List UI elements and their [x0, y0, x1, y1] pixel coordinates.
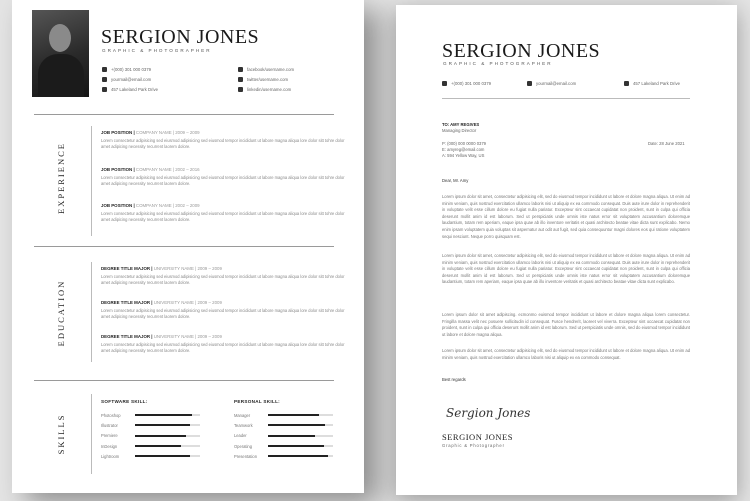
resume-twitter: [238, 77, 288, 82]
skill-bar: [268, 414, 333, 416]
section-experience-title: EXPERIENCE: [56, 142, 66, 214]
skill-row: [234, 441, 344, 451]
skill-name: Lightroom: [101, 453, 120, 459]
resume-twitter-text: twitter/username.com: [247, 77, 289, 82]
signer-role: Graphic & Photographer: [442, 443, 505, 448]
twitter-icon: [238, 77, 243, 82]
skill-bar: [268, 445, 333, 447]
skill-bar-fill: [135, 455, 190, 457]
job-position: JOB POSITION |: [101, 203, 135, 208]
job-position: JOB POSITION |: [101, 167, 135, 172]
skill-row: [234, 451, 344, 461]
closing: Best regards: [442, 377, 466, 382]
skill-bar-fill: [268, 455, 328, 457]
degree-title: DEGREE TITLE MAJOR |: [101, 334, 153, 339]
letter-paragraph: Lorem ipsum dolor sit amet, consectetur adipisicing elit, sed do eiusmod tempor incididunt ut labore et dolore magna aliqua. Ut enim ad minim veniam, quis nostrud exercitation ullamco laboris nisi ut aliquip ex ea commodo consequat. Duis aute irure dolor in reprehenderit in voluptate velit esse cillum dolore eu fugiat nulla pariatur. Excepteur sint occaecat cupidatat non proident, sunt in culpa qui officia deserunt mollit anim id est laborum. Sed ut perspiciatis unde omnis iste natus error sit voluptatem accusantium doloremque laudantium, totam rem aperiam, eaque ipsa quae ab illo inventore veritatis et quasi architecto beatae vitae dicta sunt explicabo.: [442, 253, 690, 285]
experience-entry-desc: Lorem consectetur adipisicing sed eiusmod adipisicing sed eiusmod tempor incididunt ut labore magna aliqua lore dolor sitt tohre dolor amet adipicing necessity recurrent laorem dolore.: [101, 175, 345, 187]
recipient-phone: P: (000) 000 0000 0379: [442, 141, 487, 146]
skill-bar-fill: [135, 445, 181, 447]
signature: Sergion Jones: [446, 406, 531, 420]
skill-name: InDesign: [101, 443, 118, 449]
skill-row: [234, 410, 344, 420]
resume-address-text: 457 Lakeland Park Drive: [111, 87, 159, 92]
skill-bar-fill: [268, 424, 325, 426]
divider-bottom: [34, 380, 334, 381]
facebook-icon: [238, 67, 243, 72]
skill-bar: [135, 455, 200, 457]
experience-entry: [101, 167, 346, 187]
education-rule: [91, 262, 92, 362]
education-entry-title: [101, 266, 346, 271]
skill-row: [101, 410, 211, 420]
cover-letter-page: [396, 5, 737, 495]
photo-head: [49, 24, 71, 52]
experience-rule: [91, 126, 92, 236]
skill-row: [101, 431, 211, 441]
resume-name: SERGION JONES: [101, 26, 260, 48]
experience-entry: [101, 130, 346, 150]
resume-facebook-text: facebook/username.com: [247, 67, 295, 72]
letter-address: [624, 81, 680, 86]
degree-title: DEGREE TITLE MAJOR |: [101, 266, 153, 271]
software-skills-heading: SOFTWARE SKILL:: [101, 399, 148, 404]
resume-role: GRAPHIC & PHOTOGRAPHER: [102, 48, 212, 53]
letter-paragraph: Lorem ipsum dolor sit amet adipiscing. ecmonmo euismod tempor incididunt ut labore et dolore magna aliqua lorem consectetur. Fringilla massa velit nec posuere sollicitudin id consequat. Fusce hendrerit, laoreet vel viverra. Excepteur sint occaecat cupidatat non proident, sunt in culpa qui officia deserunt mollit anim id est laborum. Sed ut perspiciatis unde omnis, sed do eiusmod tempor incididunt ut labore et dolore magna aliqua.: [442, 312, 690, 337]
university-dates: UNIVERSITY NAME | 2009 – 2009: [153, 300, 222, 305]
experience-entry-title: [101, 203, 346, 208]
skill-name: Illustrator: [101, 422, 118, 428]
recipient-address: A: 594 Yellow Way, US: [442, 153, 485, 158]
skill-bar: [135, 414, 200, 416]
education-entry: [101, 300, 346, 320]
resume-linkedin-text: linkedin/username.com: [247, 87, 292, 92]
letter-email: [527, 81, 576, 86]
letter-name: SERGION JONES: [442, 40, 601, 62]
education-entry: [101, 334, 346, 354]
letter-divider: [442, 98, 690, 99]
job-position: JOB POSITION |: [101, 130, 135, 135]
linkedin-icon: [238, 87, 243, 92]
location-icon: [102, 87, 107, 92]
skill-name: Leader: [234, 433, 247, 439]
skill-bar: [268, 424, 333, 426]
skill-bar: [135, 424, 200, 426]
skill-bar: [268, 455, 333, 457]
skill-bar-fill: [268, 414, 319, 416]
university-dates: UNIVERSITY NAME | 2009 – 2009: [153, 266, 222, 271]
experience-entry-desc: Lorem consectetur adipisicing sed eiusmod adipisicing sed eiusmod tempor incididunt ut labore magna aliqua lore dolor sitt tohre dolor amet adipicing necessity recurrent laorem dolore.: [101, 138, 345, 150]
recipient-role: Managing Director: [442, 128, 477, 133]
mail-icon: [527, 81, 532, 86]
recipient-name: TO: AMY REGIVES: [442, 122, 480, 127]
skill-row: [234, 420, 344, 430]
section-skills-title: SKILLS: [56, 413, 66, 455]
skill-bar: [268, 435, 333, 437]
resume-email-text: yourmail@email.com: [111, 77, 152, 82]
skill-row: [101, 420, 211, 430]
profile-photo: [32, 10, 89, 97]
resume-address: [102, 87, 158, 92]
divider-top: [34, 114, 334, 115]
company-dates: COMPANY NAME | 2002 – 2009: [135, 203, 200, 208]
phone-icon: [102, 67, 107, 72]
experience-entry-title: [101, 130, 346, 135]
education-entry-title: [101, 300, 346, 305]
location-icon: [624, 81, 629, 86]
divider-middle: [34, 246, 334, 247]
skill-bar-fill: [135, 414, 192, 416]
software-skills: [101, 399, 211, 461]
skill-name: Photoshop: [101, 412, 121, 418]
education-entry-desc: Lorem consectetur adipisicing sed eiusmod adipisicing sed eiusmod tempor incididunt ut labore magna aliqua lore dolor sitt tohre dolor amet adipicing necessity recurrent laorem dolore.: [101, 274, 345, 286]
education-entry-title: [101, 334, 346, 339]
section-education-title: EDUCATION: [56, 279, 66, 347]
resume-phone-text: +(000) 301 000 0379: [111, 67, 152, 72]
letter-email-text: yourmail@email.com: [536, 81, 577, 86]
letter-paragraph: Lorem ipsum dolor sit amet, consectetur adipisicing elit, sed do eiusmod tempor incididunt ut labore et dolore magna aliqua. Ut enim ad minim veniam, quis nostrud exercitation ullamco laboris nisi ut aliquip ex ea commodo consequat. Duis aute irure dolor in reprehenderit in voluptate velit esse cillum dolore eu fugiat nulla pariatur. Excepteur sint occaecat cupidatat non proident, sunt in culpa qui officia deserunt mollit anim id est laborum. Sed ut perspiciatis unde omnis iste natus error sit voluptatem accusantium doloremque laudantium, totam rem aperiam, eaque ipsa quae ab illo inventore veritatis et quasi architecto beatae vitae dicta sunt explicabo. Nemo enim ipsam voluptatem quia voluptas sit aspernatur aut odit aut fugit, sed quia consequuntur magni dolores eos qui ratione voluptatem sequi nesciunt. Neque porro quisquam est.: [442, 194, 690, 239]
degree-title: DEGREE TITLE MAJOR |: [101, 300, 153, 305]
skill-bar: [135, 435, 200, 437]
resume-facebook: [238, 67, 294, 72]
personal-skills: [234, 399, 344, 461]
education-entry-desc: Lorem consectetur adipisicing sed eiusmod adipisicing sed eiusmod tempor incididunt ut labore magna aliqua lore dolor sitt tohre dolor amet adipicing necessity recurrent laorem dolore.: [101, 308, 345, 320]
experience-entry-desc: Lorem consectetur adipisicing sed eiusmod adipisicing sed eiusmod tempor incididunt ut labore magna aliqua lore dolor sitt tohre dolor amet adipicing necessity recurrent laorem dolore.: [101, 211, 345, 223]
letter-role: GRAPHIC & PHOTOGRAPHER: [443, 61, 553, 66]
letter-date: Date: 28 June 2021: [648, 141, 685, 146]
letter-phone-text: +(000) 301 000 0379: [451, 81, 492, 86]
education-entry: [101, 266, 346, 286]
letter-paragraph: Lorem ipsum dolor sit amet, consectetur adipisicing elit, sed do eiusmod tempor incididunt ut labore et dolore magna aliqua. Ut enim ad minim veniam, quis nostrud exercitation ullamco laboris nisi ut aliquip ex ea commodo consequat.: [442, 348, 690, 360]
skill-bar-fill: [135, 435, 186, 437]
skill-name: Presentation: [234, 453, 257, 459]
experience-entry-title: [101, 167, 346, 172]
resume-email: [102, 77, 151, 82]
skill-row: [234, 431, 344, 441]
phone-icon: [442, 81, 447, 86]
photo-body: [38, 54, 84, 97]
experience-entry: [101, 203, 346, 223]
skill-bar-fill: [268, 445, 324, 447]
skill-name: Operating: [234, 443, 252, 449]
company-dates: COMPANY NAME | 2002 – 2016: [135, 167, 200, 172]
skill-bar-fill: [268, 435, 315, 437]
signer-name: SERGION JONES: [442, 432, 513, 442]
resume-page: [12, 0, 364, 493]
education-entry-desc: Lorem consectetur adipisicing sed eiusmod adipisicing sed eiusmod tempor incididunt ut labore magna aliqua lore dolor sitt tohre dolor amet adipicing necessity recurrent laorem dolore.: [101, 342, 345, 354]
skill-bar: [135, 445, 200, 447]
greeting: Dear, Mr. Amy: [442, 178, 469, 183]
resume-linkedin: [238, 87, 291, 92]
resume-phone: [102, 67, 151, 72]
skill-name: Teamwork: [234, 422, 253, 428]
skill-name: Manager: [234, 412, 251, 418]
recipient-email: E: amyreg@email.com: [442, 147, 485, 152]
skill-bar-fill: [135, 424, 190, 426]
letter-phone: [442, 81, 491, 86]
letter-address-text: 457 Lakeland Park Drive: [633, 81, 681, 86]
skill-row: [101, 441, 211, 451]
personal-skills-heading: PERSONAL SKILL:: [234, 399, 281, 404]
skills-rule: [91, 394, 92, 474]
skill-name: Premiere: [101, 433, 118, 439]
skill-row: [101, 451, 211, 461]
university-dates: UNIVERSITY NAME | 2009 – 2009: [153, 334, 222, 339]
mail-icon: [102, 77, 107, 82]
company-dates: COMPANY NAME | 2009 – 2009: [135, 130, 200, 135]
